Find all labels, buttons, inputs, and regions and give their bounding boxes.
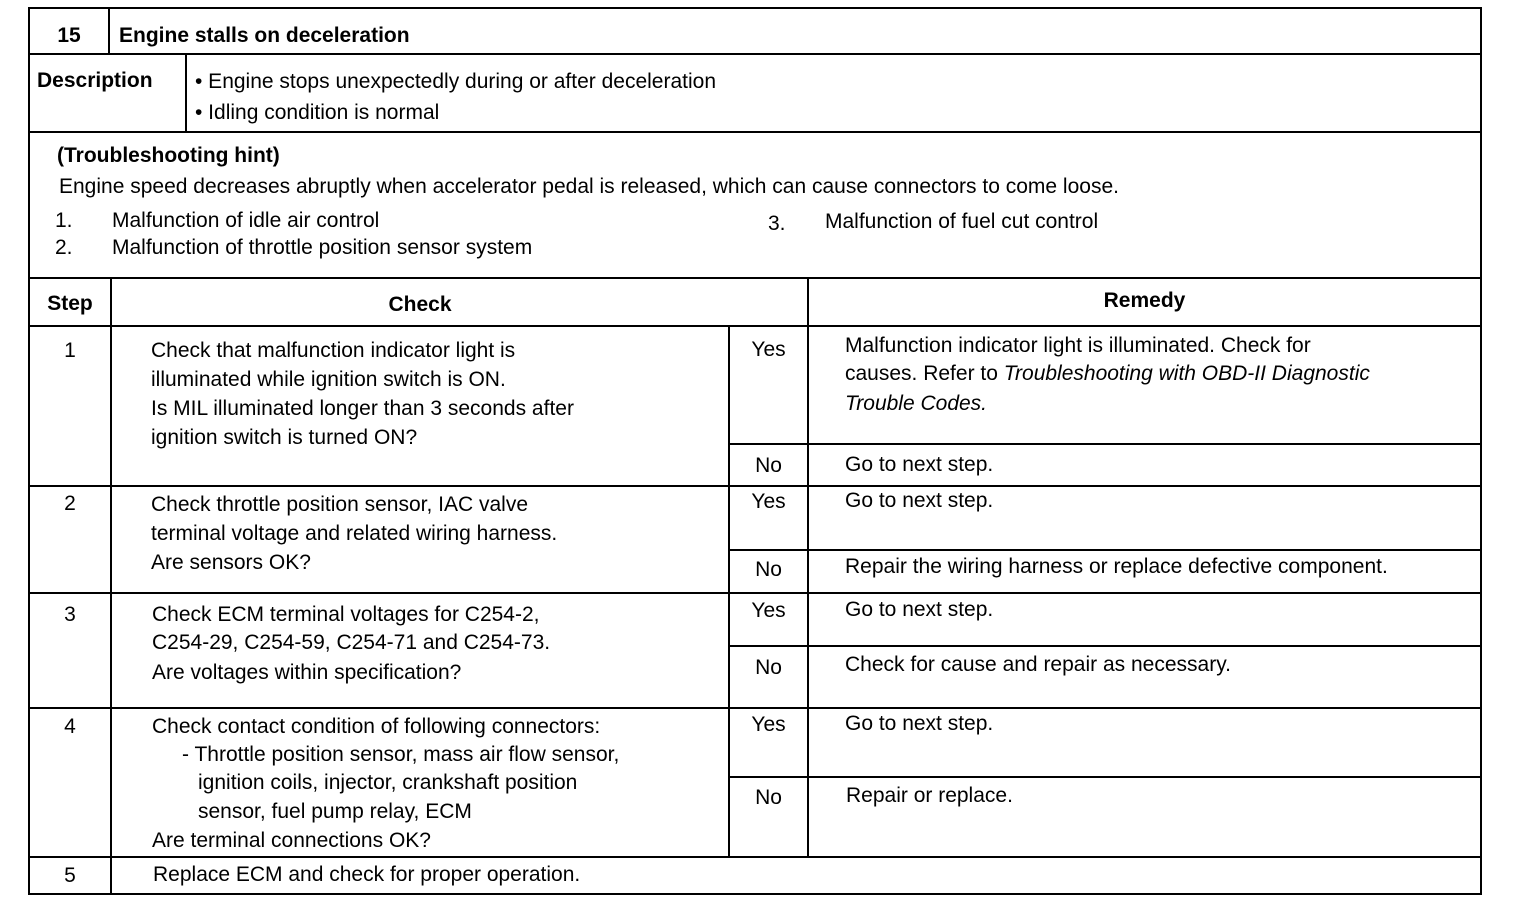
check-line: ignition coils, injector, crankshaft position bbox=[198, 771, 578, 794]
step-number: 3 bbox=[64, 603, 76, 626]
divider-description-bottom bbox=[28, 131, 1482, 133]
border-bottom bbox=[28, 893, 1482, 895]
description-item: • Idling condition is normal bbox=[195, 101, 440, 124]
remedy-line bbox=[845, 359, 1370, 388]
divider-step-4-yes-no bbox=[728, 776, 1482, 778]
divider-hint-bottom bbox=[28, 277, 1482, 279]
check-line: Check contact condition of following connectors: bbox=[152, 715, 601, 738]
remedy-line: Check for cause and repair as necessary. bbox=[845, 653, 1231, 676]
step-number: 5 bbox=[64, 864, 76, 887]
no-label: No bbox=[755, 656, 782, 679]
divider-step-3-yes-no bbox=[728, 645, 1482, 647]
step-number: 1 bbox=[64, 339, 76, 362]
no-label: No bbox=[755, 558, 782, 581]
yes-label: Yes bbox=[751, 599, 786, 622]
column-header-check: Check bbox=[388, 293, 452, 316]
remedy-line: Go to next step. bbox=[845, 712, 994, 735]
check-line: C254-29, C254-59, C254-71 and C254-73. bbox=[152, 631, 551, 654]
check-line: Are terminal connections OK? bbox=[152, 829, 431, 852]
check-line: - Throttle position sensor, mass air flow sensor, bbox=[182, 743, 620, 766]
symptom-number: 15 bbox=[57, 24, 81, 47]
remedy-text: causes. Refer to bbox=[845, 362, 1004, 385]
remedy-line: Go to next step. bbox=[845, 453, 994, 476]
divider-header-number bbox=[108, 7, 110, 54]
divider-step-2-yes-no bbox=[728, 549, 1482, 551]
check-line: terminal voltage and related wiring harness. bbox=[151, 522, 558, 545]
hint-cause-number: 1. bbox=[55, 209, 73, 232]
divider-step-1-yes-no bbox=[728, 443, 1482, 445]
check-line: Replace ECM and check for proper operation. bbox=[153, 863, 581, 886]
divider-step-4-bottom bbox=[28, 856, 1482, 858]
remedy-reference: Troubleshooting with OBD-II Diagnostic bbox=[1003, 362, 1370, 385]
hint-title: (Troubleshooting hint) bbox=[57, 144, 280, 167]
yes-label: Yes bbox=[751, 338, 786, 361]
description-item: • Engine stops unexpectedly during or after deceleration bbox=[195, 70, 717, 93]
hint-cause-text: Malfunction of fuel cut control bbox=[825, 210, 1099, 233]
remedy-reference: Trouble Codes. bbox=[845, 392, 988, 415]
check-line: Are voltages within specification? bbox=[152, 661, 462, 684]
check-line: Check that malfunction indicator light is bbox=[151, 339, 516, 362]
yes-label: Yes bbox=[751, 490, 786, 513]
step-number: 4 bbox=[64, 715, 76, 738]
remedy-line: Repair or replace. bbox=[846, 784, 1013, 807]
remedy-line: Go to next step. bbox=[845, 489, 994, 512]
hint-text: Engine speed decreases abruptly when accelerator pedal is released, which can cause connectors to come loose. bbox=[59, 175, 1119, 198]
check-line: sensor, fuel pump relay, ECM bbox=[198, 800, 472, 823]
check-line: Are sensors OK? bbox=[151, 551, 311, 574]
divider-header-bottom bbox=[28, 53, 1482, 55]
remedy-line: Repair the wiring harness or replace defective component. bbox=[845, 555, 1388, 578]
border-left bbox=[28, 7, 30, 895]
hint-cause-text: Malfunction of idle air control bbox=[112, 209, 380, 232]
description-label: Description bbox=[37, 69, 153, 92]
divider-step-column bbox=[110, 277, 112, 893]
step-number: 2 bbox=[64, 492, 76, 515]
divider-step-3-bottom bbox=[28, 707, 1482, 709]
remedy-line: Go to next step. bbox=[845, 598, 994, 621]
hint-cause-number: 2. bbox=[55, 236, 73, 259]
check-line: Check ECM terminal voltages for C254-2, bbox=[152, 603, 540, 626]
check-line: Is MIL illuminated longer than 3 seconds after bbox=[151, 397, 574, 420]
no-label: No bbox=[755, 454, 782, 477]
column-header-remedy: Remedy bbox=[1103, 289, 1186, 312]
remedy-line: Malfunction indicator light is illuminated. Check for bbox=[845, 334, 1311, 357]
divider-remedy-column bbox=[807, 277, 809, 857]
check-line: illuminated while ignition switch is ON. bbox=[151, 368, 506, 391]
hint-cause-number: 3. bbox=[768, 212, 786, 235]
border-top bbox=[28, 7, 1482, 9]
divider-step-2-bottom bbox=[28, 592, 1482, 594]
no-label: No bbox=[755, 786, 782, 809]
divider-description-label bbox=[185, 53, 187, 132]
yes-label: Yes bbox=[751, 713, 786, 736]
column-header-step: Step bbox=[47, 292, 93, 315]
divider-columns-bottom bbox=[28, 325, 1482, 327]
check-line: ignition switch is turned ON? bbox=[151, 426, 418, 449]
border-right bbox=[1480, 7, 1482, 895]
check-line: Check throttle position sensor, IAC valve bbox=[151, 493, 529, 516]
hint-cause-text: Malfunction of throttle position sensor system bbox=[112, 236, 533, 259]
symptom-title: Engine stalls on deceleration bbox=[119, 24, 410, 47]
